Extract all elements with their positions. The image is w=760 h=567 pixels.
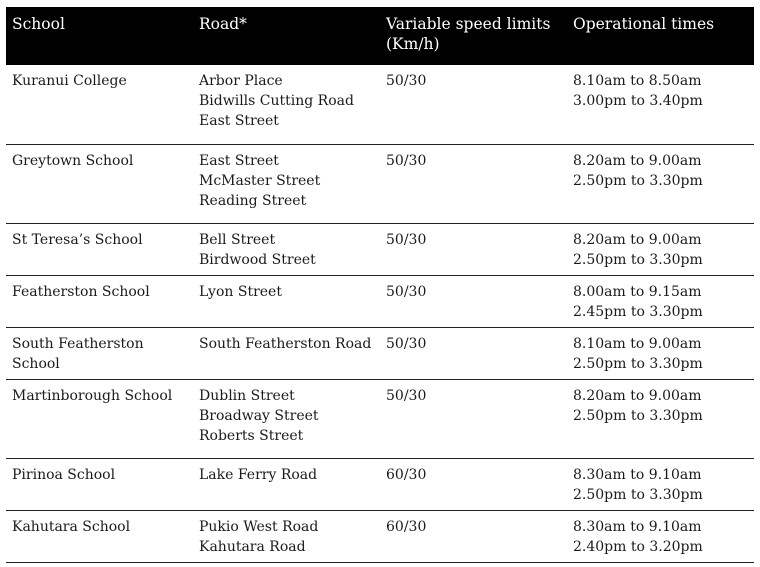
speed-limit-cell: 50/30 xyxy=(380,379,567,458)
operational-times-cell xyxy=(567,510,754,562)
table-row xyxy=(6,327,754,379)
road-cell xyxy=(193,458,380,510)
road-name: Roberts Street xyxy=(199,427,304,444)
header-speed-line-1: Variable speed limits xyxy=(386,15,551,33)
operational-times-cell xyxy=(567,65,754,144)
time-range: 8.30am to 9.10am xyxy=(573,518,702,535)
road-name: Birdwood Street xyxy=(199,251,316,268)
school-cell: Kahutara School xyxy=(6,510,193,562)
time-range: 8.10am to 9.00am xyxy=(573,335,702,352)
road-name: Bell Street xyxy=(199,231,276,248)
operational-times-cell xyxy=(567,223,754,275)
table-row xyxy=(6,144,754,223)
time-range: 2.50pm to 3.30pm xyxy=(573,407,703,424)
time-range: 2.40pm to 3.20pm xyxy=(573,538,703,555)
school-cell: South Featherston School xyxy=(6,327,193,379)
operational-times-cell xyxy=(567,458,754,510)
header-school: School xyxy=(12,15,65,33)
time-range: 8.10am to 8.50am xyxy=(573,73,702,89)
time-range: 3.00pm to 3.40pm xyxy=(573,93,703,109)
header-row xyxy=(6,7,754,65)
table-row xyxy=(6,458,754,510)
operational-times-cell xyxy=(567,275,754,327)
speed-limit-cell: 50/30 xyxy=(380,223,567,275)
table-row xyxy=(6,223,754,275)
school-cell: Pirinoa School xyxy=(6,458,193,510)
operational-times-cell xyxy=(567,327,754,379)
time-range: 8.30am to 9.10am xyxy=(573,466,702,483)
time-range: 8.20am to 9.00am xyxy=(573,387,702,404)
operational-times-cell xyxy=(567,144,754,223)
speed-limit-cell: 50/30 xyxy=(380,275,567,327)
road-name: Arbor Place xyxy=(199,73,283,89)
header-speed-limits xyxy=(380,7,567,65)
table-body xyxy=(6,65,754,562)
road-name: Kahutara Road xyxy=(199,538,306,555)
time-range: 2.50pm to 3.30pm xyxy=(573,486,703,503)
road-cell xyxy=(193,275,380,327)
road-name: South Featherston Road xyxy=(199,335,372,352)
road-cell xyxy=(193,510,380,562)
time-range: 8.20am to 9.00am xyxy=(573,231,702,248)
school-cell: Martinborough School xyxy=(6,379,193,458)
time-range: 2.45pm to 3.30pm xyxy=(573,303,703,320)
table-row xyxy=(6,379,754,458)
time-range: 2.50pm to 3.30pm xyxy=(573,172,703,189)
road-cell xyxy=(193,379,380,458)
speed-limits-table xyxy=(6,7,754,563)
header-road: Road* xyxy=(199,15,247,33)
header-speed-line-2: (Km/h) xyxy=(386,35,440,53)
table-header xyxy=(6,7,754,65)
speed-limit-cell: 50/30 xyxy=(380,327,567,379)
road-name: Dublin Street xyxy=(199,387,295,404)
speed-limit-cell: 60/30 xyxy=(380,458,567,510)
table-row xyxy=(6,275,754,327)
road-name: Broadway Street xyxy=(199,407,319,424)
road-cell xyxy=(193,327,380,379)
road-name: Reading Street xyxy=(199,192,307,209)
school-cell: St Teresa’s School xyxy=(6,223,193,275)
road-name: Lake Ferry Road xyxy=(199,466,318,483)
time-range: 8.20am to 9.00am xyxy=(573,152,702,169)
road-name: East Street xyxy=(199,113,279,129)
road-cell xyxy=(193,223,380,275)
school-cell: Featherston School xyxy=(6,275,193,327)
school-cell: Greytown School xyxy=(6,144,193,223)
time-range: 2.50pm to 3.30pm xyxy=(573,251,703,268)
operational-times-cell xyxy=(567,379,754,458)
school-cell: Kuranui College xyxy=(6,65,193,144)
table-row xyxy=(6,510,754,562)
road-name: Lyon Street xyxy=(199,283,282,300)
road-name: East Street xyxy=(199,152,279,169)
road-cell xyxy=(193,65,380,144)
time-range: 8.00am to 9.15am xyxy=(573,283,702,300)
table-row xyxy=(6,65,754,144)
road-cell xyxy=(193,144,380,223)
road-name: Bidwills Cutting Road xyxy=(199,93,354,109)
header-operational-times: Operational times xyxy=(573,15,715,33)
time-range: 2.50pm to 3.30pm xyxy=(573,355,703,372)
speed-limit-cell: 50/30 xyxy=(380,144,567,223)
speed-limit-cell: 50/30 xyxy=(380,65,567,144)
road-name: Pukio West Road xyxy=(199,518,319,535)
speed-limit-cell: 60/30 xyxy=(380,510,567,562)
road-name: McMaster Street xyxy=(199,172,321,189)
